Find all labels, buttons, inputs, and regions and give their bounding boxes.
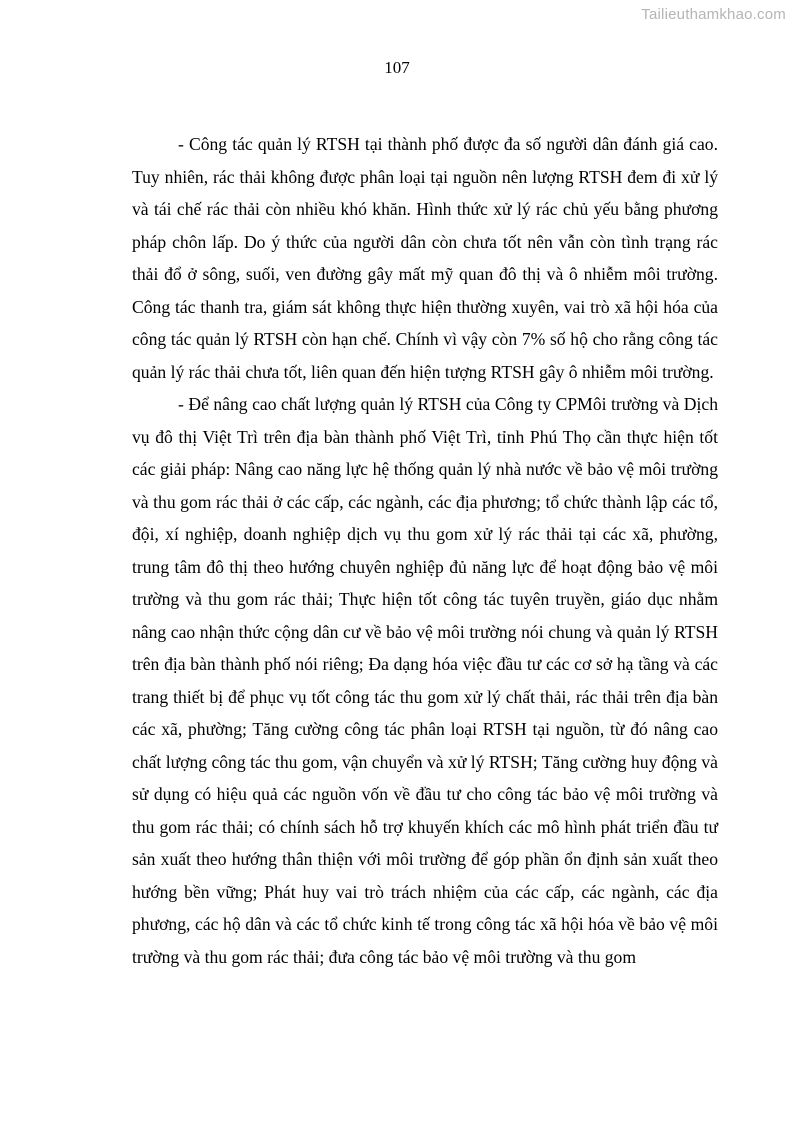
paragraph-2: - Để nâng cao chất lượng quản lý RTSH của Công ty CPMôi trường và Dịch vụ đô thị Việt Trì trên địa bàn thành phố Việt Trì, tỉnh Phú Thọ cần thực hiện tốt các giải pháp: Nâng cao năng lực hệ thống quản lý nhà nước về bảo vệ môi trường và thu gom rác thải ở các cấp, các ngành, các địa phương; tổ chức thành lập các tổ, đội, xí nghiệp, doanh nghiệp dịch vụ thu gom xử lý rác thải tại các xã, phường, trung tâm đô thị theo hướng chuyên nghiệp đủ năng lực để hoạt động bảo vệ môi trường và thu gom rác thải; Thực hiện tốt công tác tuyên truyền, giáo dục nhằm nâng cao nhận thức cộng dân cư về bảo vệ môi trường nói chung và quản lý RTSH trên địa bàn thành phố nói riêng; Đa dạng hóa việc đầu tư các cơ sở hạ tầng và các trang thiết bị để phục vụ tốt công tác thu gom xử lý chất thải, rác thải trên địa bàn các xã, phường; Tăng cường công tác phân loại RTSH tại nguồn, từ đó nâng cao chất lượng công tác thu gom, vận chuyển và xử lý RTSH; Tăng cường huy động và sử dụng có hiệu quả các nguồn vốn về đầu tư cho công tác bảo vệ môi trường và thu gom rác thải; có chính sách hỗ trợ khuyến khích các mô hình phát triển đầu tư sản xuất theo hướng thân thiện với môi trường để góp phần ổn định sản xuất theo hướng bền vững; Phát huy vai trò trách nhiệm của các cấp, các ngành, các địa phương, các hộ dân và các tổ chức kinh tế trong công tác xã hội hóa về bảo vệ môi trường và thu gom rác thải; đưa công tác bảo vệ môi trường và thu gom [132, 394, 718, 967]
watermark: Tailieuthamkhao.com [641, 6, 786, 23]
paragraph-1: - Công tác quản lý RTSH tại thành phố được đa số người dân đánh giá cao. Tuy nhiên, rác thải không được phân loại tại nguồn nên lượng RTSH đem đi xử lý và tái chế rác thải còn nhiều khó khăn. Hình thức xử lý rác chủ yếu bằng phương pháp chôn lấp. Do ý thức của người dân còn chưa tốt nên vẫn còn tình trạng rác thải đổ ở sông, suối, ven đường gây mất mỹ quan đô thị và ô nhiễm môi trường. Công tác thanh tra, giám sát không thực hiện thường xuyên, vai trò xã hội hóa của công tác quản lý RTSH còn hạn chế. Chính vì vậy còn 7% số hộ cho rằng công tác quản lý rác thải chưa tốt, liên quan đến hiện tượng RTSH gây ô nhiễm môi trường. [132, 134, 718, 382]
page-number: 107 [384, 58, 410, 77]
document-body [132, 128, 718, 973]
